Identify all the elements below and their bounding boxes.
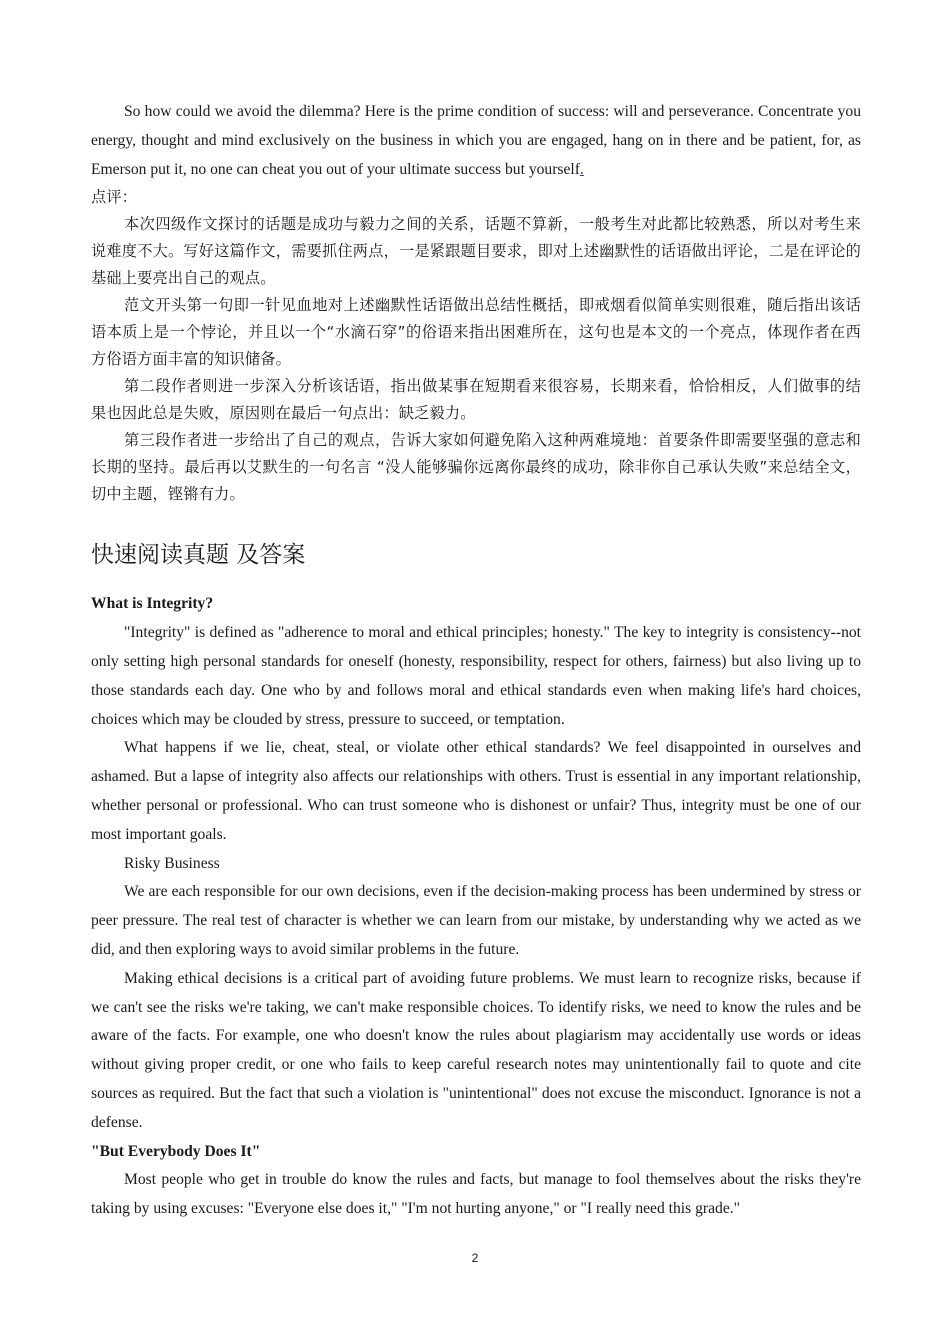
article-paragraph: "Integrity" is defined as "adherence to moral and ethical principles; honesty." The key to integrity is consistency--not only setting high personal standards for oneself (honesty, responsibility, respect for others, fairness) but also living up to those standards each day. One who by and follows moral and ethical standards even when making life's hard choices, choices which may be clouded by stress, pressure to succeed, or temptation. [91, 624, 861, 728]
commentary-paragraph: 范文开头第一句即一针见血地对上述幽默性话语做出总结性概括，即戒烟看似简单实则很难，随后指出该话语本质上是一个悖论，并且以一个“水滴石穿”的俗语来指出困难所在，这句也是本文的一个亮点，体现作者在西方俗语方面丰富的知识储备。 [91, 296, 861, 369]
commentary-paragraph: 第二段作者则进一步深入分析该话语，指出做某事在短期看来很容易，长期来看，恰恰相反，人们做事的结果也因此总是失败，原因则在最后一句点出：缺乏毅力。 [91, 377, 861, 423]
essay-closing-text: So how could we avoid the dilemma? Here is the prime condition of success: will and perseverance. Concentrate you energy, thought and mind exclusively on the business in which you are engaged, hang on in there and be patient, for, as Emerson put it, no one can cheat you out of your ultimate success but yourself [91, 103, 861, 178]
document-page [91, 98, 861, 1224]
page-number: 2 [471, 1251, 479, 1265]
essay-closing-link-mark[interactable]: . [579, 160, 584, 178]
article-paragraph: Making ethical decisions is a critical part of avoiding future problems. We must learn to recognize risks, because if we can't see the risks we're taking, we can't make responsible choices. To identify risks, we need to know the rules and be aware of the facts. For example, one who doesn't know the rules about plagiarism may accidentally use words or ideas without giving proper credit, or one who fails to keep careful research notes may unintentionally fail to quote and cite sources as required. But the fact that such a violation is "unintentional" does not excuse the misconduct. Ignorance is not a defense. [91, 969, 861, 1131]
article-paragraph: Most people who get in trouble do know the rules and facts, but manage to fool themselves about the risks they're taking by using excuses: "Everyone else does it," "I'm not hurting anyone," or "I really need this grade." [91, 1171, 861, 1218]
article-subheading-everybody-does-it: "But Everybody Does It" [91, 1142, 261, 1160]
article-subheading-risky-business: Risky Business [124, 854, 220, 872]
article-paragraph: We are each responsible for our own decisions, even if the decision-making process has been undermined by stress or peer pressure. The real test of character is whether we can learn from our mistake, by understanding why we acted as we did, and then exploring ways to avoid similar problems in the future. [91, 883, 861, 958]
article-title: What is Integrity? [91, 595, 214, 613]
commentary-paragraph: 第三段作者进一步给出了自己的观点，告诉大家如何避免陷入这种两难境地：首要条件即需要坚强的意志和长期的坚持。最后再以艾默生的一句名言 “没人能够骗你远离你最终的成功，除非你自己承认失败”来总结全文，切中主题，铿锵有力。 [91, 431, 861, 504]
section-heading: 快速阅读真题 及答案 [91, 542, 306, 569]
commentary-label: 点评： [91, 188, 138, 207]
commentary-paragraph: 本次四级作文探讨的话题是成功与毅力之间的关系，话题不算新，一般考生对此都比较熟悉，所以对考生来说难度不大。写好这篇作文，需要抓住两点，一是紧跟题目要求，即对上述幽默性的话语做出评论，二是在评论的基础上要亮出自己的观点。 [91, 215, 861, 288]
article-paragraph: What happens if we lie, cheat, steal, or violate other ethical standards? We feel disappointed in ourselves and ashamed. But a lapse of integrity also affects our relationships with others. Trust is essential in any important relationship, whether personal or professional. Who can trust someone who is dishonest or unfair? Thus, integrity must be one of our most important goals. [91, 739, 861, 843]
essay-closing-paragraph [91, 98, 861, 184]
